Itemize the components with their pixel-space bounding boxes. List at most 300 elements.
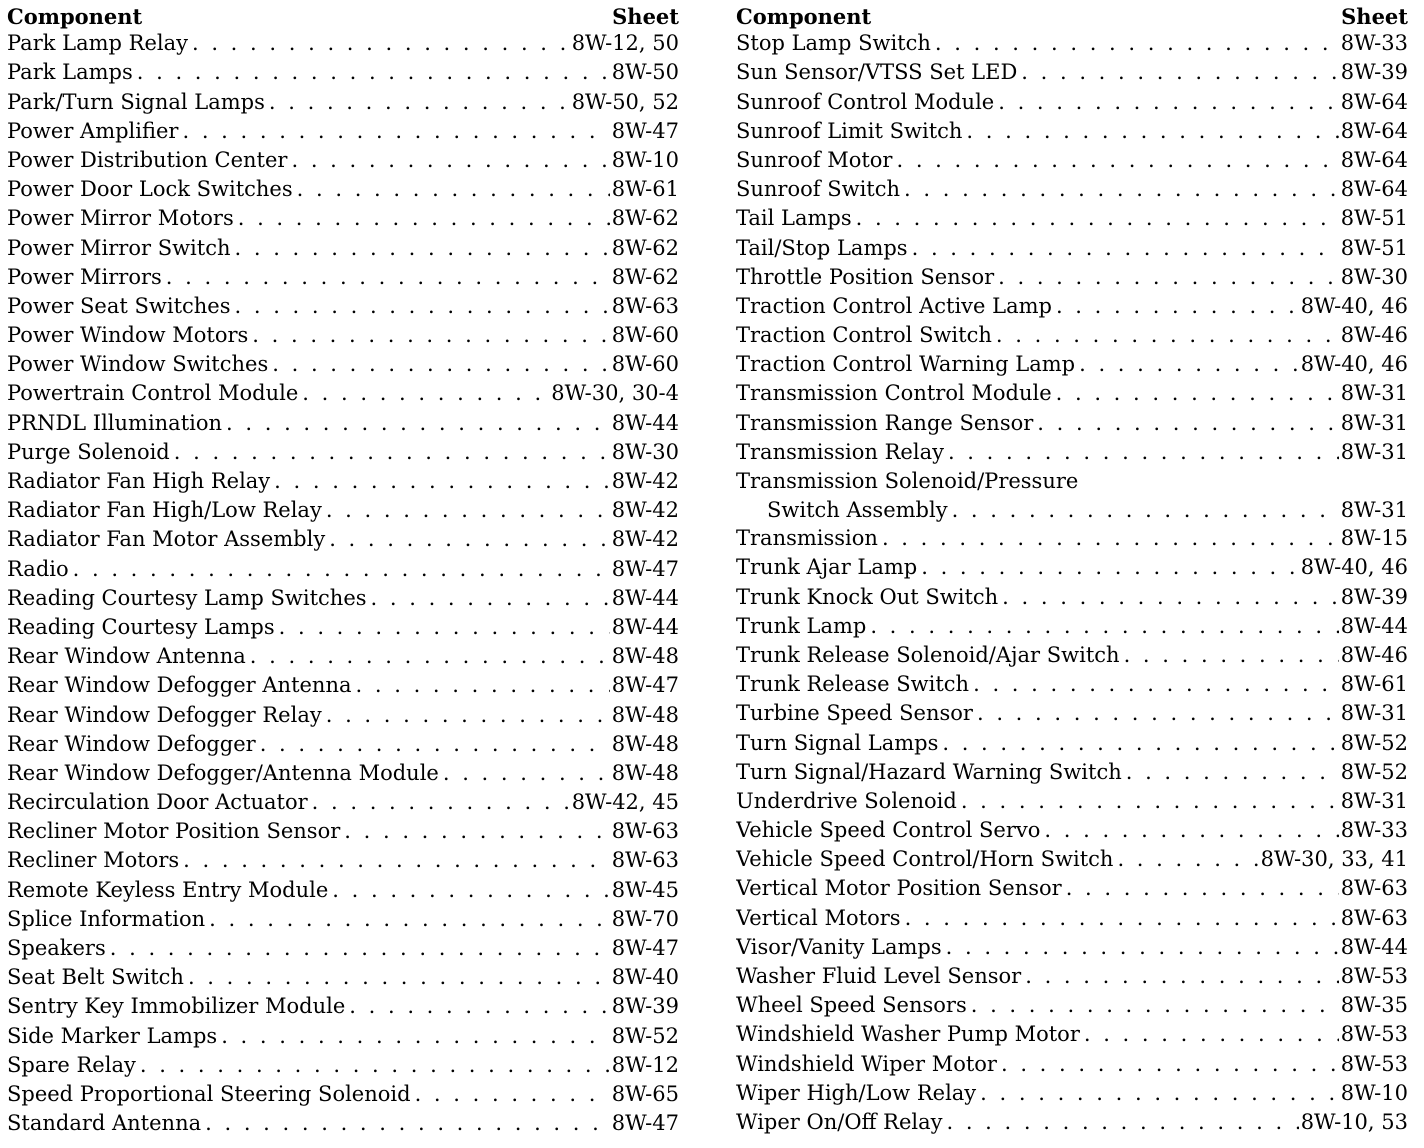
- component-entry: [736, 787, 1408, 816]
- component-entry: [7, 555, 679, 584]
- component-entry: [736, 991, 1408, 1020]
- dot-leader: [1001, 1050, 1339, 1079]
- component-name: Sunroof Control Module: [736, 89, 995, 114]
- dot-leader: [291, 146, 609, 175]
- sheet-reference: 8W-44: [1340, 613, 1408, 638]
- sheet-reference: 8W-48: [611, 644, 679, 669]
- component-name: Radiator Fan High/Low Relay: [7, 498, 322, 523]
- component-entry: [7, 992, 679, 1021]
- dot-leader: [371, 584, 610, 613]
- component-entry: [7, 876, 679, 905]
- dot-leader: [1044, 816, 1338, 845]
- component-name: Rear Window Defogger/Antenna Module: [7, 760, 439, 785]
- dot-leader: [1126, 758, 1339, 787]
- component-name: Windshield Wiper Motor: [736, 1051, 997, 1076]
- component-entry: [7, 58, 679, 87]
- component-name: Powertrain Control Module: [7, 381, 299, 406]
- component-entry: [736, 874, 1408, 903]
- dot-leader: [329, 525, 610, 554]
- component-entry: [7, 963, 679, 992]
- dot-leader: [912, 234, 1339, 263]
- dot-leader: [882, 524, 1339, 553]
- sheet-reference: 8W-44: [611, 614, 679, 639]
- component-entry: [736, 524, 1408, 553]
- sheet-reference: 8W-48: [611, 760, 679, 785]
- component-name: PRNDL Illumination: [7, 410, 223, 435]
- component-name: Trunk Lamp: [736, 613, 867, 638]
- component-name: Power Distribution Center: [7, 147, 288, 172]
- component-entry: [736, 350, 1408, 379]
- component-entry: [736, 467, 1408, 496]
- sheet-reference: 8W-30: [611, 439, 679, 464]
- component-entry: [736, 845, 1408, 874]
- component-name: Visor/Vanity Lamps: [736, 934, 942, 959]
- component-name: Speed Proportional Steering Solenoid: [7, 1081, 411, 1106]
- sheet-reference: 8W-52: [1340, 730, 1408, 755]
- dot-leader: [226, 409, 610, 438]
- sheet-reference: 8W-46: [1340, 323, 1408, 348]
- sheet-reference: 8W-42, 45: [571, 790, 679, 815]
- component-entry: [7, 29, 679, 58]
- dot-leader: [183, 846, 610, 875]
- sheet-reference: 8W-48: [611, 702, 679, 727]
- component-entry: [736, 175, 1408, 204]
- component-name: Vertical Motors: [736, 905, 901, 930]
- component-entry: [736, 729, 1408, 758]
- sheet-reference: 8W-50: [611, 60, 679, 85]
- sheet-reference: 8W-30: [1340, 264, 1408, 289]
- component-name: Power Mirrors: [7, 264, 162, 289]
- component-name: Sunroof Motor: [736, 147, 893, 172]
- right-component-list: [736, 29, 1408, 1137]
- dot-leader: [312, 788, 570, 817]
- component-entry: [7, 234, 679, 263]
- sheet-reference: 8W-35: [1340, 993, 1408, 1018]
- component-name: Wiper High/Low Relay: [736, 1080, 977, 1105]
- component-entry: [7, 263, 679, 292]
- component-name: Trunk Release Solenoid/Ajar Switch: [736, 642, 1120, 667]
- sheet-reference: 8W-51: [1340, 206, 1408, 231]
- component-name: Stop Lamp Switch: [736, 31, 931, 56]
- component-entry: [736, 670, 1408, 699]
- sheet-reference: 8W-62: [611, 264, 679, 289]
- dot-leader: [1056, 379, 1339, 408]
- left-component-list: [7, 29, 679, 1138]
- sheet-reference: 8W-31: [1340, 498, 1408, 523]
- dot-leader: [110, 934, 610, 963]
- sheet-reference: 8W-62: [611, 235, 679, 260]
- component-entry: [7, 467, 679, 496]
- component-name: Seat Belt Switch: [7, 965, 184, 990]
- dot-leader: [326, 496, 610, 525]
- component-name: Vehicle Speed Control/Horn Switch: [736, 847, 1114, 872]
- component-entry: [736, 758, 1408, 787]
- component-name: Power Amplifier: [7, 118, 179, 143]
- component-name: Rear Window Defogger Relay: [7, 702, 322, 727]
- dot-leader: [235, 234, 610, 263]
- component-name-continuation: Switch Assembly: [767, 498, 948, 523]
- component-name: Power Window Switches: [7, 352, 269, 377]
- sheet-reference: 8W-31: [1340, 439, 1408, 464]
- component-name: Trunk Knock Out Switch: [736, 584, 999, 609]
- dot-leader: [952, 496, 1339, 524]
- sheet-reference: 8W-31: [1340, 701, 1408, 726]
- component-name: Trunk Release Switch: [736, 672, 970, 697]
- component-entry: [7, 642, 679, 671]
- component-name: Vehicle Speed Control Servo: [736, 818, 1041, 843]
- dot-leader: [996, 321, 1339, 350]
- component-entry: [7, 671, 679, 700]
- dot-leader: [1079, 350, 1299, 379]
- dot-leader: [1117, 845, 1258, 874]
- sheet-reference: 8W-39: [1340, 584, 1408, 609]
- component-name: Throttle Position Sensor: [736, 264, 995, 289]
- component-entry: [736, 263, 1408, 292]
- component-name: Sentry Key Immobilizer Module: [7, 994, 346, 1019]
- sheet-reference: 8W-60: [611, 352, 679, 377]
- component-entry: [7, 88, 679, 117]
- dot-leader: [904, 175, 1339, 204]
- component-entry: [7, 350, 679, 379]
- sheet-heading: Sheet: [1341, 4, 1408, 29]
- sheet-reference: 8W-40, 46: [1300, 555, 1408, 580]
- dot-leader: [166, 263, 610, 292]
- sheet-reference: 8W-63: [611, 848, 679, 873]
- component-entry: [736, 1079, 1408, 1108]
- sheet-reference: 8W-47: [611, 118, 679, 143]
- sheet-reference: 8W-53: [1340, 1022, 1408, 1047]
- component-name: Purge Solenoid: [7, 439, 170, 464]
- component-name: Traction Control Switch: [736, 323, 992, 348]
- component-name: Recliner Motors: [7, 848, 180, 873]
- component-entry: [736, 204, 1408, 233]
- component-name: Reading Courtesy Lamps: [7, 614, 275, 639]
- component-entry: [736, 88, 1408, 117]
- dot-leader: [973, 670, 1339, 699]
- component-entry: [7, 438, 679, 467]
- component-name: Tail Lamps: [736, 206, 852, 231]
- dot-leader: [349, 992, 609, 1021]
- component-entry: [7, 175, 679, 204]
- sheet-reference: 8W-39: [1340, 60, 1408, 85]
- component-name: Park/Turn Signal Lamps: [7, 89, 265, 114]
- component-name: Turbine Speed Sensor: [736, 701, 973, 726]
- sheet-reference: 8W-45: [611, 877, 679, 902]
- dot-leader: [137, 58, 610, 87]
- component-name: Radiator Fan Motor Assembly: [7, 527, 326, 552]
- component-entry: [7, 788, 679, 817]
- component-name: Turn Signal/Hazard Warning Switch: [736, 759, 1122, 784]
- component-name: Recirculation Door Actuator: [7, 790, 308, 815]
- component-entry: [736, 292, 1408, 321]
- component-entry: [736, 1108, 1408, 1137]
- dot-leader: [238, 204, 610, 233]
- component-name: Rear Window Defogger Antenna: [7, 673, 352, 698]
- component-entry: [736, 962, 1408, 991]
- sheet-reference: 8W-60: [611, 323, 679, 348]
- component-name: Splice Information: [7, 906, 206, 931]
- dot-leader: [443, 759, 610, 788]
- component-entry: [736, 438, 1408, 467]
- dot-leader: [935, 29, 1339, 58]
- right-column: [736, 0, 1408, 1137]
- component-name: Turn Signal Lamps: [736, 730, 939, 755]
- component-entry: [7, 1080, 679, 1109]
- sheet-reference: 8W-42: [611, 498, 679, 523]
- component-heading: Component: [736, 4, 872, 29]
- dot-leader: [998, 263, 1339, 292]
- component-entry: [7, 584, 679, 613]
- component-entry: [7, 846, 679, 875]
- component-name: Underdrive Solenoid: [736, 788, 957, 813]
- component-entry: [7, 759, 679, 788]
- dot-leader: [274, 467, 610, 496]
- dot-leader: [1021, 58, 1338, 87]
- component-name: Radio: [7, 556, 69, 581]
- component-entry: [736, 816, 1408, 845]
- sheet-reference: 8W-44: [611, 585, 679, 610]
- dot-leader: [73, 555, 610, 584]
- sheet-reference: 8W-30, 30-4: [551, 381, 679, 406]
- component-entry: [736, 1050, 1408, 1079]
- dot-leader: [1084, 1020, 1339, 1049]
- component-name: Sunroof Limit Switch: [736, 118, 963, 143]
- sheet-reference: 8W-30, 33, 41: [1260, 847, 1408, 872]
- component-name: Standard Antenna: [7, 1111, 202, 1136]
- sheet-reference: 8W-48: [611, 731, 679, 756]
- sheet-reference: 8W-63: [1340, 905, 1408, 930]
- component-name: Transmission Range Sensor: [736, 410, 1034, 435]
- component-name: Trunk Ajar Lamp: [736, 555, 918, 580]
- dot-leader: [279, 613, 610, 642]
- sheet-reference: 8W-39: [611, 994, 679, 1019]
- sheet-reference: 8W-42: [611, 469, 679, 493]
- right-column-header: [736, 0, 1408, 29]
- sheet-reference: 8W-33: [1340, 818, 1408, 843]
- component-entry: [7, 409, 679, 438]
- component-entry: [7, 701, 679, 730]
- component-name: Transmission Control Module: [736, 381, 1052, 406]
- component-name: Side Marker Lamps: [7, 1023, 218, 1048]
- dot-leader: [948, 438, 1339, 467]
- sheet-reference: 8W-64: [1340, 147, 1408, 172]
- dot-leader: [221, 1022, 610, 1051]
- component-entry: [736, 58, 1408, 87]
- component-name: Sun Sensor/VTSS Set LED: [736, 60, 1018, 85]
- component-name: Windshield Washer Pump Motor: [736, 1022, 1080, 1047]
- component-entry: [736, 117, 1408, 146]
- dot-leader: [297, 175, 610, 204]
- component-name: Power Mirror Switch: [7, 235, 231, 260]
- sheet-reference: 8W-10: [1340, 1080, 1408, 1105]
- dot-leader: [415, 1080, 610, 1109]
- component-entry: [736, 29, 1408, 58]
- dot-leader: [252, 321, 609, 350]
- component-entry: [7, 1022, 679, 1051]
- sheet-reference: 8W-15: [1340, 526, 1408, 551]
- dot-leader: [896, 146, 1338, 175]
- sheet-reference: 8W-64: [1340, 118, 1408, 143]
- sheet-reference: 8W-65: [611, 1081, 679, 1106]
- component-name: Traction Control Active Lamp: [736, 293, 1052, 318]
- sheet-reference: 8W-47: [611, 673, 679, 698]
- sheet-reference: 8W-52: [1340, 759, 1408, 784]
- sheet-reference: 8W-44: [611, 410, 679, 435]
- component-name: Recliner Motor Position Sensor: [7, 819, 341, 844]
- component-entry: [736, 699, 1408, 728]
- component-entry: [7, 817, 679, 846]
- dot-leader: [188, 963, 610, 992]
- sheet-reference: 8W-53: [1340, 964, 1408, 988]
- sheet-reference: 8W-63: [1340, 876, 1408, 901]
- sheet-reference: 8W-12, 50: [571, 31, 679, 56]
- dot-leader: [1124, 641, 1339, 670]
- sheet-reference: 8W-40, 46: [1300, 352, 1408, 377]
- component-name: Power Window Motors: [7, 323, 249, 348]
- sheet-reference: 8W-61: [611, 177, 679, 202]
- dot-leader: [272, 350, 610, 379]
- sheet-reference: 8W-70: [611, 906, 679, 931]
- dot-leader: [980, 1079, 1339, 1108]
- dot-leader: [326, 701, 610, 730]
- component-name: Wheel Speed Sensors: [736, 993, 967, 1018]
- component-name: Reading Courtesy Lamp Switches: [7, 585, 367, 610]
- dot-leader: [961, 787, 1339, 816]
- component-name: Park Lamp Relay: [7, 31, 188, 56]
- component-name: Speakers: [7, 936, 106, 960]
- component-entry: [7, 321, 679, 350]
- component-name: Rear Window Antenna: [7, 644, 246, 669]
- component-entry-continuation: [736, 496, 1408, 524]
- component-name: Transmission: [736, 526, 878, 551]
- dot-leader: [174, 438, 610, 467]
- component-entry: [736, 234, 1408, 263]
- dot-leader: [971, 991, 1339, 1020]
- component-entry: [736, 933, 1408, 962]
- dot-leader: [182, 117, 609, 146]
- sheet-reference: 8W-42: [611, 527, 679, 552]
- component-name: Remote Keyless Entry Module: [7, 877, 329, 902]
- component-entry: [736, 904, 1408, 933]
- sheet-reference: 8W-50, 52: [571, 89, 679, 114]
- sheet-reference: 8W-40: [611, 965, 679, 990]
- dot-leader: [356, 671, 610, 700]
- dot-leader: [205, 1109, 610, 1138]
- dot-leader: [192, 29, 570, 58]
- sheet-reference: 8W-61: [1340, 672, 1408, 697]
- component-name: Traction Control Warning Lamp: [736, 352, 1076, 377]
- sheet-reference: 8W-40, 46: [1300, 293, 1408, 318]
- component-name: Rear Window Defogger: [7, 731, 256, 756]
- component-entry: [736, 1020, 1408, 1049]
- sheet-reference: 8W-31: [1340, 410, 1408, 435]
- dot-leader: [332, 876, 609, 905]
- sheet-reference: 8W-64: [1340, 177, 1408, 202]
- component-entry: [7, 525, 679, 554]
- component-name: Power Seat Switches: [7, 293, 231, 318]
- component-name: Power Mirror Motors: [7, 206, 234, 231]
- component-entry: [7, 496, 679, 525]
- component-entry: [736, 612, 1408, 641]
- component-entry: [7, 905, 679, 934]
- dot-leader: [1025, 962, 1339, 991]
- sheet-reference: 8W-47: [611, 1111, 679, 1136]
- dot-leader: [260, 730, 610, 759]
- component-entry: [736, 553, 1408, 582]
- dot-leader: [946, 1108, 1298, 1137]
- component-entry: [7, 934, 679, 963]
- dot-leader: [209, 905, 610, 934]
- sheet-reference: 8W-12: [611, 1052, 679, 1077]
- dot-leader: [250, 642, 610, 671]
- dot-leader: [1037, 409, 1338, 438]
- component-name: Power Door Lock Switches: [7, 177, 293, 202]
- component-name: Washer Fluid Level Sensor: [736, 964, 1022, 988]
- component-entry: [736, 321, 1408, 350]
- dot-leader: [942, 729, 1338, 758]
- dot-leader: [921, 553, 1298, 582]
- left-column-header: [7, 0, 679, 29]
- component-name: Park Lamps: [7, 60, 133, 85]
- sheet-reference: 8W-47: [611, 556, 679, 581]
- component-heading: Component: [7, 4, 143, 29]
- component-entry: [7, 1109, 679, 1138]
- component-entry: [736, 379, 1408, 408]
- component-entry: [7, 379, 679, 408]
- component-entry: [7, 613, 679, 642]
- sheet-reference: 8W-31: [1340, 381, 1408, 406]
- component-name: Spare Relay: [7, 1052, 136, 1077]
- dot-leader: [856, 204, 1339, 233]
- sheet-reference: 8W-47: [611, 936, 679, 960]
- sheet-reference: 8W-10, 53: [1300, 1109, 1408, 1134]
- dot-leader: [344, 817, 609, 846]
- dot-leader: [302, 379, 549, 408]
- component-entry: [736, 641, 1408, 670]
- sheet-reference: 8W-52: [611, 1023, 679, 1048]
- dot-leader: [870, 612, 1338, 641]
- component-entry: [736, 146, 1408, 175]
- component-entry: [7, 1051, 679, 1080]
- sheet-reference: 8W-31: [1340, 788, 1408, 813]
- sheet-reference: 8W-63: [611, 819, 679, 844]
- dot-leader: [946, 933, 1339, 962]
- component-name: Radiator Fan High Relay: [7, 469, 271, 493]
- component-entry: [7, 204, 679, 233]
- sheet-reference: 8W-63: [611, 293, 679, 318]
- sheet-reference: 8W-51: [1340, 235, 1408, 260]
- sheet-reference: 8W-46: [1340, 642, 1408, 667]
- dot-leader: [235, 292, 610, 321]
- sheet-reference: 8W-53: [1340, 1051, 1408, 1076]
- sheet-reference: 8W-33: [1340, 31, 1408, 56]
- component-name: Tail/Stop Lamps: [736, 235, 908, 260]
- dot-leader: [1002, 583, 1339, 612]
- dot-leader: [269, 88, 570, 117]
- component-name: Vertical Motor Position Sensor: [736, 876, 1062, 901]
- component-name: Wiper On/Off Relay: [736, 1109, 943, 1134]
- dot-leader: [998, 88, 1339, 117]
- component-entry: [7, 730, 679, 759]
- sheet-reference: 8W-10: [611, 147, 679, 172]
- sheet-reference: 8W-64: [1340, 89, 1408, 114]
- dot-leader: [905, 904, 1339, 933]
- component-name: Sunroof Switch: [736, 177, 901, 202]
- component-entry: [736, 583, 1408, 612]
- component-entry: [7, 117, 679, 146]
- component-entry: [7, 292, 679, 321]
- dot-leader: [966, 117, 1338, 146]
